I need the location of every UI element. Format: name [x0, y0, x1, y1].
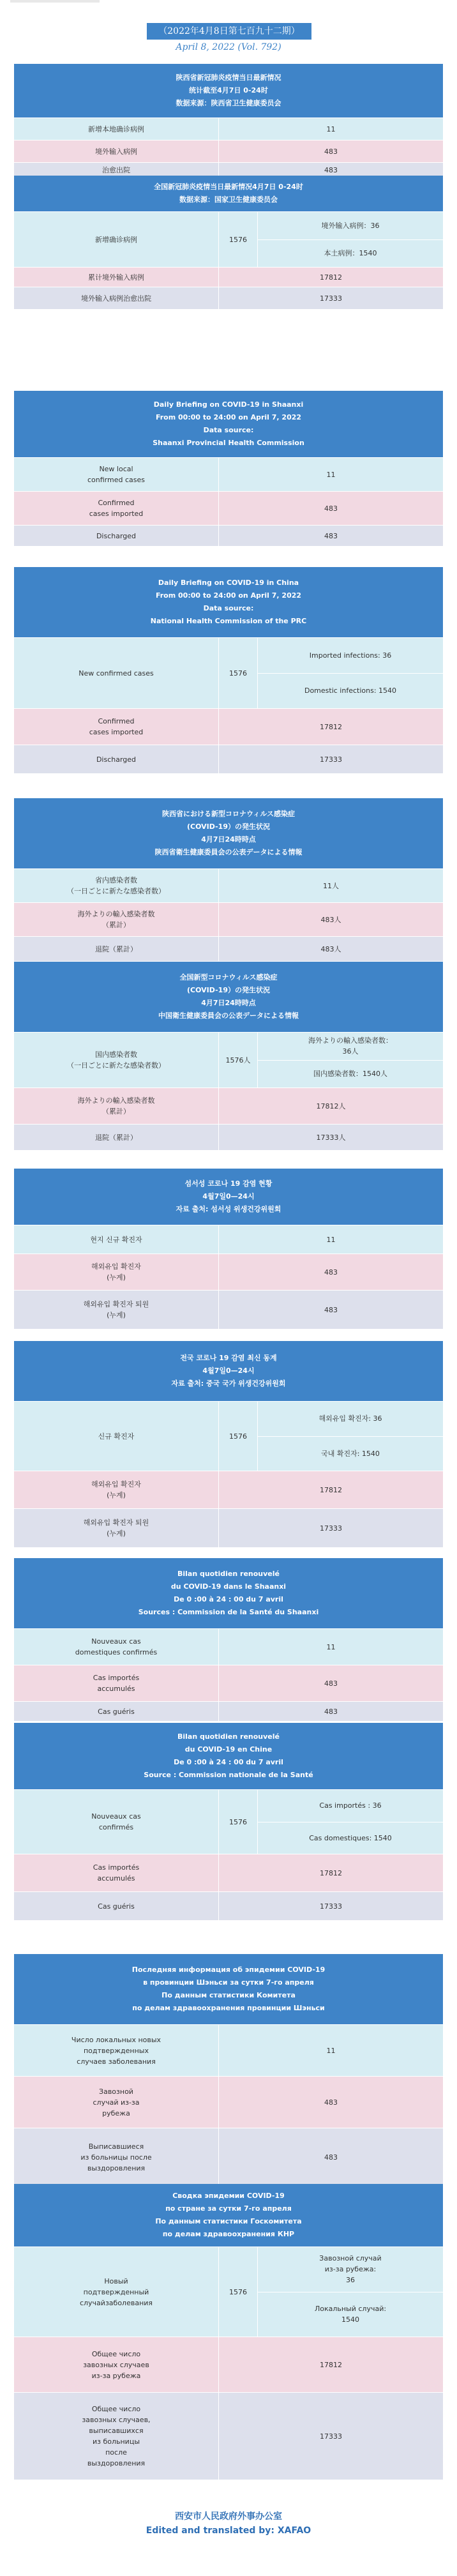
table-row: 新增本地确诊病例 11: [14, 117, 443, 140]
issue-date-en: April 8, 2022 (Vol. 792): [176, 42, 281, 52]
table-row: Confirmed cases imported 483: [14, 491, 443, 525]
table-row: Cas guéris 17333: [14, 1891, 443, 1920]
en-local-table: [14, 391, 443, 546]
table-row: Cas guéris 483: [14, 1701, 443, 1721]
en-national-header: Daily Briefing on COVID-19 in China From 00:00 to 24:00 on April 7, 2022 Data source: National Health Commission of the PRC: [14, 567, 443, 637]
table-row: 海外よりの輸入感染者数 （累計） 17812人: [14, 1087, 443, 1124]
table-row: 省内感染者数 （一日ごとに新たな感染者数） 11人: [14, 868, 443, 902]
table-row: New local confirmed cases 11: [14, 457, 443, 491]
fr-national-table: [14, 1723, 443, 1920]
fr-national-header: Bilan quotidien renouvelé du COVID-19 en Chine De 0 :00 à 24 : 00 du 7 avril Source : Commission nationale de la Santé: [14, 1723, 443, 1789]
table-row: 신규 확진자 1576 해외유입 확진자: 36 국내 확진자: 1540: [14, 1401, 443, 1471]
table-row: 新增确诊病例 1576 境外输入病例：36 本土病例：1540: [14, 211, 443, 267]
table-row: Число локальных новых подтвержденных случаев заболевания 11: [14, 2024, 443, 2076]
ja-local-table: [14, 798, 443, 961]
table-row: 境外输入病例治愈出院 17333: [14, 287, 443, 309]
table-row: 해외유입 확진자 퇴원 (누계) 17333: [14, 1508, 443, 1547]
fr-local-table: [14, 1558, 443, 1721]
en-local-header: Daily Briefing on COVID-19 in Shaanxi From 00:00 to 24:00 on April 7, 2022 Data source: Shaanxi Provincial Health Commission: [14, 391, 443, 457]
table-row: Nouveaux cas domestiques confirmés 11: [14, 1628, 443, 1665]
table-row: 해외유입 확진자 (누계) 483: [14, 1254, 443, 1290]
issue-date-cn: （2022年4月8日第七百九十二期）: [147, 23, 311, 40]
ko-local-table: [14, 1169, 443, 1329]
ko-local-header: 섬서성 코로나 19 감염 현황 4월7일0—24시 자료 출처: 섬서성 위생건강위원회: [14, 1169, 443, 1225]
ja-national-header: 全国新型コロナウィルス感染症 (COVID-19）の発生状況 4月7日24時時点 中国衛生健康委員会の公表データによる情報: [14, 962, 443, 1032]
table-row: 境外输入病例 483: [14, 140, 443, 162]
table-row: Завозной случай из-за рубежа 483: [14, 2076, 443, 2128]
table-row: Общее число завозных случаев, выписавшихся из больницы после выздоровления 17333: [14, 2392, 443, 2480]
zh-national-table: [14, 176, 443, 309]
table-row: Confirmed cases imported 17812: [14, 708, 443, 745]
footer-credit: Edited and translated by: XAFAO: [146, 2526, 311, 2536]
ja-national-table: [14, 962, 443, 1150]
table-row: 退院（累計） 17333人: [14, 1124, 443, 1150]
zh-local-table: [14, 64, 443, 177]
table-row: Общее число завозных случаев из-за рубежа 17812: [14, 2337, 443, 2392]
zh-national-header: 全国新冠肺炎疫情当日最新情况4月7日 0-24时 数据来源：国家卫生健康委员会: [14, 176, 443, 211]
ru-local-table: [14, 1954, 443, 2186]
table-row: 海外よりの輸入感染者数 （累計） 483人: [14, 902, 443, 936]
table-row: Cas importés accumulés 17812: [14, 1854, 443, 1891]
table-row: Nouveaux cas confirmés 1576 Cas importés : 36 Cas domestiques: 1540: [14, 1789, 443, 1854]
table-row: Выписавшиеся из больницы после выздоровления 483: [14, 2128, 443, 2186]
ru-national-table: [14, 2184, 443, 2480]
footer-office: 西安市人民政府外事办公室: [175, 2512, 282, 2522]
table-row: New confirmed cases 1576 Imported infections: 36 Domestic infections: 1540: [14, 637, 443, 708]
table-row: 治愈出院 483: [14, 162, 443, 177]
table-row: 현지 신규 확진자 11: [14, 1225, 443, 1254]
ru-local-header: Последняя информация об эпидемии COVID-19 в провинции Шэньси за сутки 7-го апреля По данным статистики Комитета по делам здравоохранения провинции Шэньси: [14, 1954, 443, 2024]
ko-national-header: 전국 코로나 19 감염 최신 동계 4월7일0—24시 자료 출처: 중국 국가 위생건강위원회: [14, 1341, 443, 1401]
table-row: Cas importés accumulés 483: [14, 1665, 443, 1701]
en-national-table: [14, 567, 443, 773]
zh-local-header: 陕西省新冠肺炎疫情当日最新情况 统计截至4月7日 0-24时 数据来源：陕西省卫生健康委员会: [14, 64, 443, 117]
top-strip: [10, 0, 100, 3]
table-row: Новый подтвержденный случайзаболевания 1576 Завозной случай из-за рубежа: 36 Локальный случай: 1540: [14, 2246, 443, 2337]
fr-local-header: Bilan quotidien renouvelé du COVID-19 dans le Shaanxi De 0 :00 à 24 : 00 du 7 avril Sources : Commission de la Santé du Shaanxi: [14, 1558, 443, 1628]
table-row: 해외유입 확진자 퇴원 (누계) 483: [14, 1290, 443, 1329]
ko-national-table: [14, 1341, 443, 1547]
ru-national-header: Сводка эпидемии COVID-19 по стране за сутки 7-го апреля По данным статистики Госкомитета по делам здравоохранения КНР: [14, 2184, 443, 2246]
table-row: 累计境外输入病例 17812: [14, 267, 443, 287]
table-row: 해외유입 확진자 (누계) 17812: [14, 1471, 443, 1508]
table-row: 国内感染者数 （一日ごとに新たな感染者数） 1576人 海外よりの輸入感染者数： 36人 国内感染者数：1540人: [14, 1032, 443, 1087]
table-row: Discharged 483: [14, 525, 443, 546]
table-row: Discharged 17333: [14, 745, 443, 773]
table-row: 退院（累計） 483人: [14, 936, 443, 961]
ja-local-header: 陕西省における新型コロナウィルス感染症 (COVID-19）の発生状況 4月7日24時時点 陕西省衛生健康委員会の公表データによる情報: [14, 798, 443, 868]
